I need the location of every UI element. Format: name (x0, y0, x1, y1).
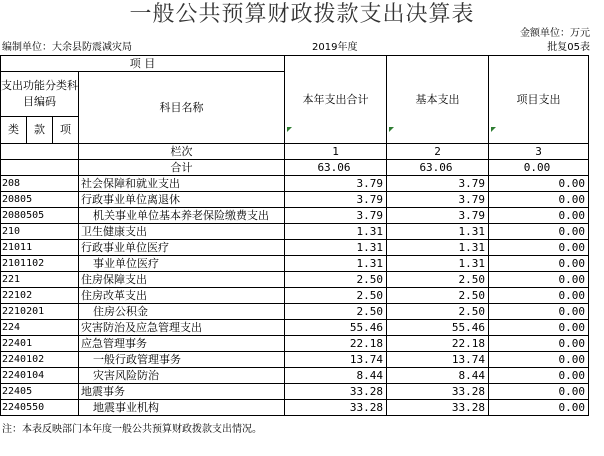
row-code[interactable]: 2240102 (1, 352, 79, 368)
row-code[interactable]: 22102 (1, 288, 79, 304)
row-total[interactable]: 33.28 (285, 384, 387, 400)
row-code[interactable]: 20805 (1, 192, 79, 208)
row-basic[interactable]: 13.74 (387, 352, 489, 368)
row-subject-name[interactable]: 社会保障和就业支出 (79, 176, 285, 192)
summary-label[interactable]: 合计 (79, 160, 285, 176)
summary-blank[interactable] (1, 160, 79, 176)
row-total[interactable]: 2.50 (285, 304, 387, 320)
row-total[interactable]: 3.79 (285, 176, 387, 192)
table-row (1, 240, 589, 256)
table-row (1, 336, 589, 352)
table-row (1, 192, 589, 208)
table-row (1, 304, 589, 320)
row-subject-name[interactable]: 事业单位医疗 (79, 256, 285, 272)
table-body (1, 176, 589, 416)
column-no-label[interactable]: 栏次 (79, 144, 285, 160)
table-row (1, 256, 589, 272)
row-total[interactable]: 8.44 (285, 368, 387, 384)
row-code[interactable]: 2101102 (1, 256, 79, 272)
row-basic[interactable]: 2.50 (387, 288, 489, 304)
row-subject-name[interactable]: 卫生健康支出 (79, 224, 285, 240)
row-total[interactable]: 22.18 (285, 336, 387, 352)
expenditure-table (0, 55, 589, 416)
row-basic[interactable]: 1.31 (387, 240, 489, 256)
row-code[interactable]: 224 (1, 320, 79, 336)
row-total[interactable]: 3.79 (285, 192, 387, 208)
row-subject-name[interactable]: 住房保障支出 (79, 272, 285, 288)
row-project[interactable]: 0.00 (489, 352, 589, 368)
row-project[interactable]: 0.00 (489, 224, 589, 240)
row-subject-name[interactable]: 地震事务 (79, 384, 285, 400)
header-total[interactable]: 本年支出合计 (285, 56, 387, 144)
row-project[interactable]: 0.00 (489, 320, 589, 336)
table-header (1, 56, 589, 176)
header-basic[interactable]: 基本支出 (387, 56, 489, 144)
row-total[interactable]: 33.28 (285, 400, 387, 416)
header-xiang[interactable]: 项 (53, 117, 79, 144)
table-note: 注：本表反映部门本年度一般公共预算财政拨款支出情况。 (2, 424, 262, 435)
row-basic[interactable]: 8.44 (387, 368, 489, 384)
header-lei[interactable]: 类 (1, 117, 27, 144)
row-total[interactable]: 1.31 (285, 256, 387, 272)
row-subject-name[interactable]: 行政事业单位离退休 (79, 192, 285, 208)
row-basic[interactable]: 3.79 (387, 176, 489, 192)
summary-basic[interactable]: 63.06 (387, 160, 489, 176)
row-basic[interactable]: 33.28 (387, 400, 489, 416)
row-basic[interactable]: 3.79 (387, 208, 489, 224)
table-row (1, 400, 589, 416)
row-subject-name[interactable]: 地震事业机构 (79, 400, 285, 416)
row-subject-name[interactable]: 住房改革支出 (79, 288, 285, 304)
row-basic[interactable]: 2.50 (387, 304, 489, 320)
column-no-3[interactable]: 3 (489, 144, 589, 160)
row-project[interactable]: 0.00 (489, 384, 589, 400)
row-basic[interactable]: 33.28 (387, 384, 489, 400)
cell-marker-icon (389, 127, 394, 132)
summary-project[interactable]: 0.00 (489, 160, 589, 176)
row-total[interactable]: 3.79 (285, 208, 387, 224)
row-code[interactable]: 22405 (1, 384, 79, 400)
amount-unit: 金额单位：万元 (520, 28, 590, 39)
header-item[interactable]: 项 目 (1, 56, 285, 72)
row-code[interactable]: 208 (1, 176, 79, 192)
table-row (1, 224, 589, 240)
row-project[interactable]: 0.00 (489, 400, 589, 416)
row-basic[interactable]: 1.31 (387, 224, 489, 240)
row-project[interactable]: 0.00 (489, 288, 589, 304)
row-project[interactable]: 0.00 (489, 176, 589, 192)
row-code[interactable]: 2240550 (1, 400, 79, 416)
row-subject-name[interactable]: 住房公积金 (79, 304, 285, 320)
row-code[interactable]: 22401 (1, 336, 79, 352)
row-basic[interactable]: 22.18 (387, 336, 489, 352)
row-subject-name[interactable]: 行政事业单位医疗 (79, 240, 285, 256)
row-subject-name[interactable]: 应急管理事务 (79, 336, 285, 352)
table-row (1, 320, 589, 336)
cell-marker-icon (287, 127, 292, 132)
header-subject-name[interactable]: 科目名称 (79, 72, 285, 144)
row-code[interactable]: 2210201 (1, 304, 79, 320)
row-subject-name[interactable]: 灾害防治及应急管理支出 (79, 320, 285, 336)
column-no-blank[interactable] (1, 144, 79, 160)
row-subject-name[interactable]: 机关事业单位基本养老保险缴费支出 (79, 208, 285, 224)
row-project[interactable]: 0.00 (489, 240, 589, 256)
fiscal-year: 2019年度 (312, 42, 358, 53)
table-row (1, 272, 589, 288)
cell-marker-icon (491, 127, 496, 132)
row-basic[interactable]: 2.50 (387, 272, 489, 288)
summary-total[interactable]: 63.06 (285, 160, 387, 176)
row-total[interactable]: 2.50 (285, 288, 387, 304)
row-subject-name[interactable]: 灾害风险防治 (79, 368, 285, 384)
header-kuan[interactable]: 款 (27, 117, 53, 144)
report-title: 一般公共预算财政拨款支出决算表 (129, 2, 475, 27)
row-total[interactable]: 55.46 (285, 320, 387, 336)
header-func-code[interactable]: 支出功能分类科目编码 (1, 72, 79, 117)
table-row (1, 176, 589, 192)
row-total[interactable]: 13.74 (285, 352, 387, 368)
row-project[interactable]: 0.00 (489, 336, 589, 352)
row-project[interactable]: 0.00 (489, 256, 589, 272)
row-basic[interactable]: 1.31 (387, 256, 489, 272)
column-no-2[interactable]: 2 (387, 144, 489, 160)
row-total[interactable]: 1.31 (285, 224, 387, 240)
table-row (1, 208, 589, 224)
row-code[interactable]: 21011 (1, 240, 79, 256)
row-code[interactable]: 2080505 (1, 208, 79, 224)
table-row (1, 384, 589, 400)
table-row (1, 288, 589, 304)
row-subject-name[interactable]: 一般行政管理事务 (79, 352, 285, 368)
header-project[interactable]: 项目支出 (489, 56, 589, 144)
row-total[interactable]: 1.31 (285, 240, 387, 256)
row-project[interactable]: 0.00 (489, 272, 589, 288)
row-basic[interactable]: 55.46 (387, 320, 489, 336)
reporting-unit: 编制单位：大余县防震减灾局 (2, 42, 132, 53)
row-code[interactable]: 221 (1, 272, 79, 288)
row-project[interactable]: 0.00 (489, 304, 589, 320)
row-code[interactable]: 2240104 (1, 368, 79, 384)
row-total[interactable]: 2.50 (285, 272, 387, 288)
document-number: 批复05表 (547, 42, 590, 53)
row-code[interactable]: 210 (1, 224, 79, 240)
row-project[interactable]: 0.00 (489, 368, 589, 384)
row-project[interactable]: 0.00 (489, 208, 589, 224)
row-basic[interactable]: 3.79 (387, 192, 489, 208)
column-no-1[interactable]: 1 (285, 144, 387, 160)
table-row (1, 368, 589, 384)
row-project[interactable]: 0.00 (489, 192, 589, 208)
table-row (1, 352, 589, 368)
